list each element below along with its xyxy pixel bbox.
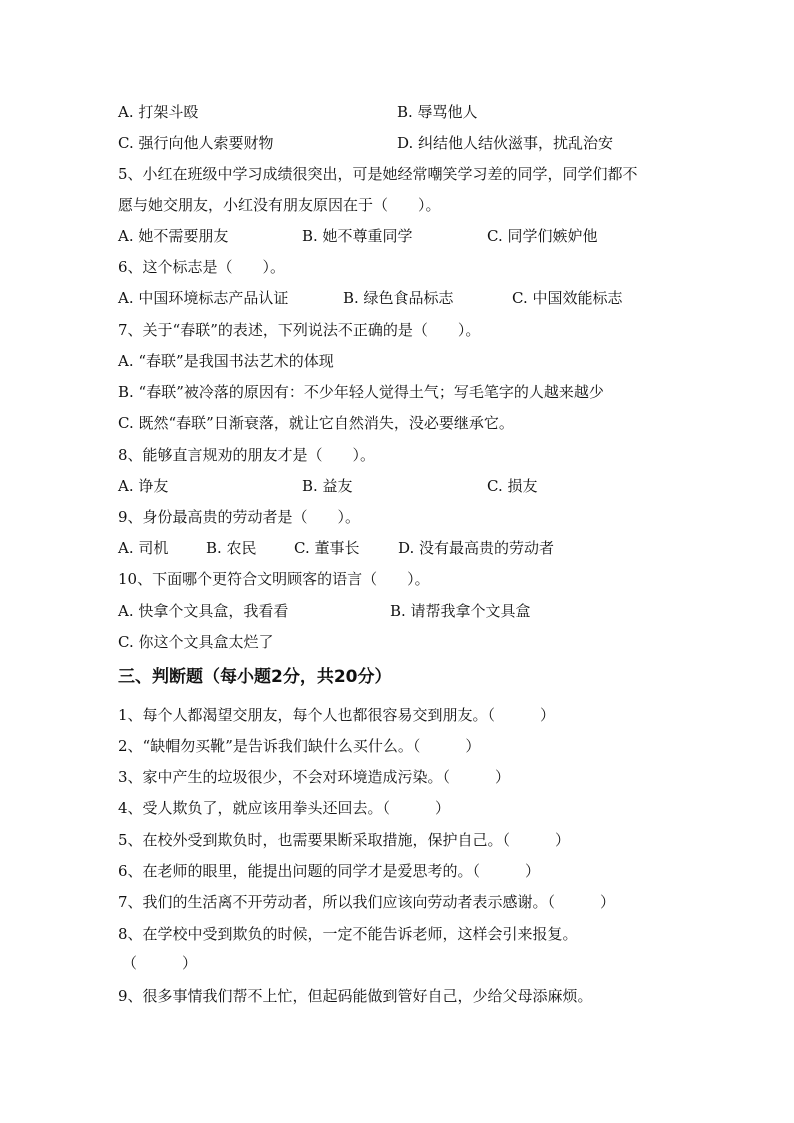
q8-option-a: A. 诤友: [118, 477, 169, 495]
judge-item-2: 2、“缺帽勿买靴”是告诉我们缺什么买什么。（ ）: [118, 737, 481, 755]
q5-stem-line2: 愿与她交朋友，小红没有朋友原因在于（ ）。: [118, 196, 441, 214]
q10-option-c: C. 你这个文具盒太烂了: [118, 633, 274, 651]
q7-stem: 7、关于“春联”的表述，下列说法不正确的是（ ）。: [118, 321, 481, 339]
q9-stem: 9、身份最高贵的劳动者是（ ）。: [118, 508, 361, 526]
q4-option-c: C. 强行向他人索要财物: [118, 134, 274, 152]
q4-option-a: A. 打架斗殴: [118, 103, 199, 121]
section-heading: 三、判断题（每小题2分，共20分）: [118, 667, 392, 687]
q4-option-d: D. 纠结他人结伙滋事，扰乱治安: [397, 134, 614, 152]
q5-option-c: C. 同学们嫉妒他: [487, 227, 598, 245]
judge-item-9: 9、很多事情我们帮不上忙，但起码能做到管好自己，少给父母添麻烦。: [118, 987, 593, 1005]
q6-option-a: A. 中国环境标志产品认证: [118, 289, 289, 307]
q8-option-b: B. 益友: [302, 477, 353, 495]
q5-option-a: A. 她不需要朋友: [118, 227, 229, 245]
judge-item-4: 4、受人欺负了，就应该用拳头还回去。（ ）: [118, 799, 451, 817]
q6-option-b: B. 绿色食品标志: [343, 289, 454, 307]
judge-item-8: 8、在学校中受到欺负的时候，一定不能告诉老师，这样会引来报复。: [118, 925, 578, 943]
q7-option-c: C. 既然“春联”日渐衰落，就让它自然消失，没必要继承它。: [118, 414, 514, 432]
q9-option-c: C. 董事长: [294, 539, 360, 557]
q7-option-b: B. “春联”被冷落的原因有：不少年轻人觉得土气；写毛笔字的人越来越少: [118, 383, 604, 401]
q10-stem: 10、下面哪个更符合文明顾客的语言（ ）。: [118, 570, 430, 588]
q5-stem-line1: 5、小红在班级中学习成绩很突出，可是她经常嘲笑学习差的同学，同学们都不: [118, 165, 638, 183]
q10-option-b: B. 请帮我拿个文具盒: [390, 602, 531, 620]
judge-item-8-blank: （ ）: [122, 954, 198, 972]
judge-item-3: 3、家中产生的垃圾很少，不会对环境造成污染。（ ）: [118, 768, 511, 786]
q9-option-a: A. 司机: [118, 539, 169, 557]
q6-stem: 6、这个标志是（ ）。: [118, 258, 286, 276]
q6-option-c: C. 中国效能标志: [512, 289, 623, 307]
q10-option-a: A. 快拿个文具盒，我看看: [118, 602, 289, 620]
judge-item-6: 6、在老师的眼里，能提出问题的同学才是爱思考的。（ ）: [118, 862, 541, 880]
q7-option-a: A. “春联”是我国书法艺术的体现: [118, 352, 334, 370]
judge-item-1: 1、每个人都渴望交朋友，每个人也都很容易交到朋友。（ ）: [118, 706, 556, 724]
judge-item-7: 7、我们的生活离不开劳动者，所以我们应该向劳动者表示感谢。（ ）: [118, 893, 616, 911]
q9-option-b: B. 农民: [206, 539, 257, 557]
judge-item-5: 5、在校外受到欺负时，也需要果断采取措施，保护自己。（ ）: [118, 831, 571, 849]
q5-option-b: B. 她不尊重同学: [302, 227, 413, 245]
q8-option-c: C. 损友: [487, 477, 538, 495]
q9-option-d: D. 没有最高贵的劳动者: [398, 539, 555, 557]
q4-option-b: B. 辱骂他人: [397, 103, 478, 121]
q8-stem: 8、能够直言规劝的朋友才是（ ）。: [118, 446, 376, 464]
